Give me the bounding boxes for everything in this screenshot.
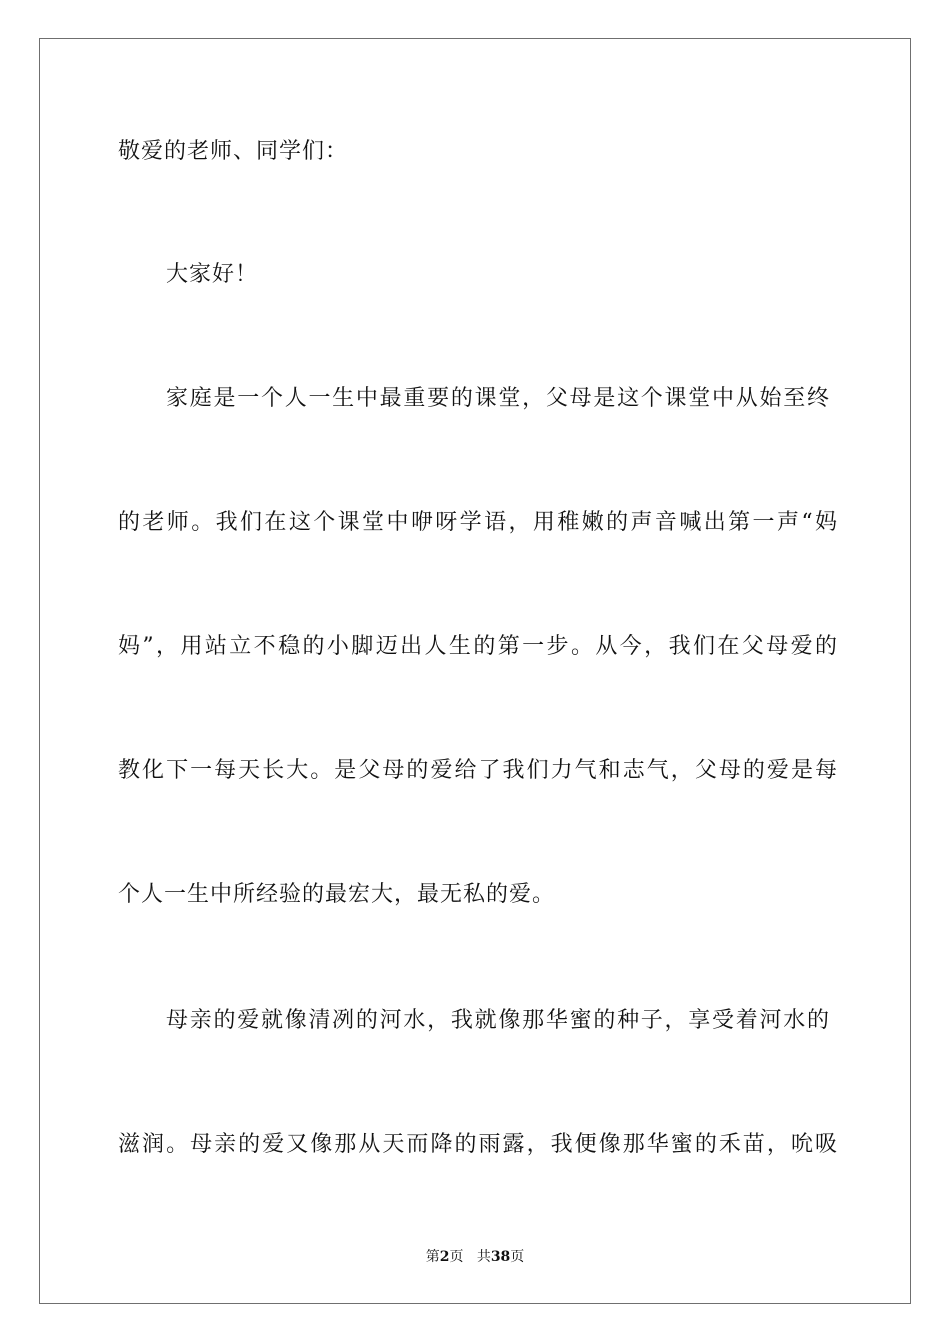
total-suffix: 页 (510, 1249, 525, 1265)
salutation: 敬爱的老师、同学们： (118, 139, 349, 164)
paragraph-line: 母亲的爱就像清冽的河水，我就像那华蜜的种子，享受着河水的 (166, 1008, 830, 1033)
greeting: 大家好！ (166, 262, 259, 287)
total-prefix: 共 (476, 1249, 491, 1265)
paragraph-line: 妈”，用站立不稳的小脚迈出人生的第一步。从今，我们在父母爱的 (118, 634, 838, 659)
page-suffix: 页 (449, 1249, 464, 1265)
paragraph-line: 家庭是一个人一生中最重要的课堂，父母是这个课堂中从始至终 (166, 386, 830, 411)
page-border (39, 38, 911, 1304)
paragraph-line: 个人一生中所经验的最宏大，最无私的爱。 (118, 882, 556, 907)
paragraph-line: 滋润。母亲的爱又像那从天而降的雨露，我便像那华蜜的禾苗，吮吸 (118, 1132, 838, 1157)
page-prefix: 第 (425, 1249, 440, 1265)
paragraph-line: 的老师。我们在这个课堂中咿呀学语，用稚嫩的声音喊出第一声“妈 (118, 510, 838, 535)
page-number: 2 (439, 1249, 450, 1265)
total-pages: 38 (490, 1249, 511, 1265)
page-footer (0, 1248, 950, 1266)
paragraph-line: 教化下一每天长大。是父母的爱给了我们力气和志气，父母的爱是每 (118, 758, 838, 783)
